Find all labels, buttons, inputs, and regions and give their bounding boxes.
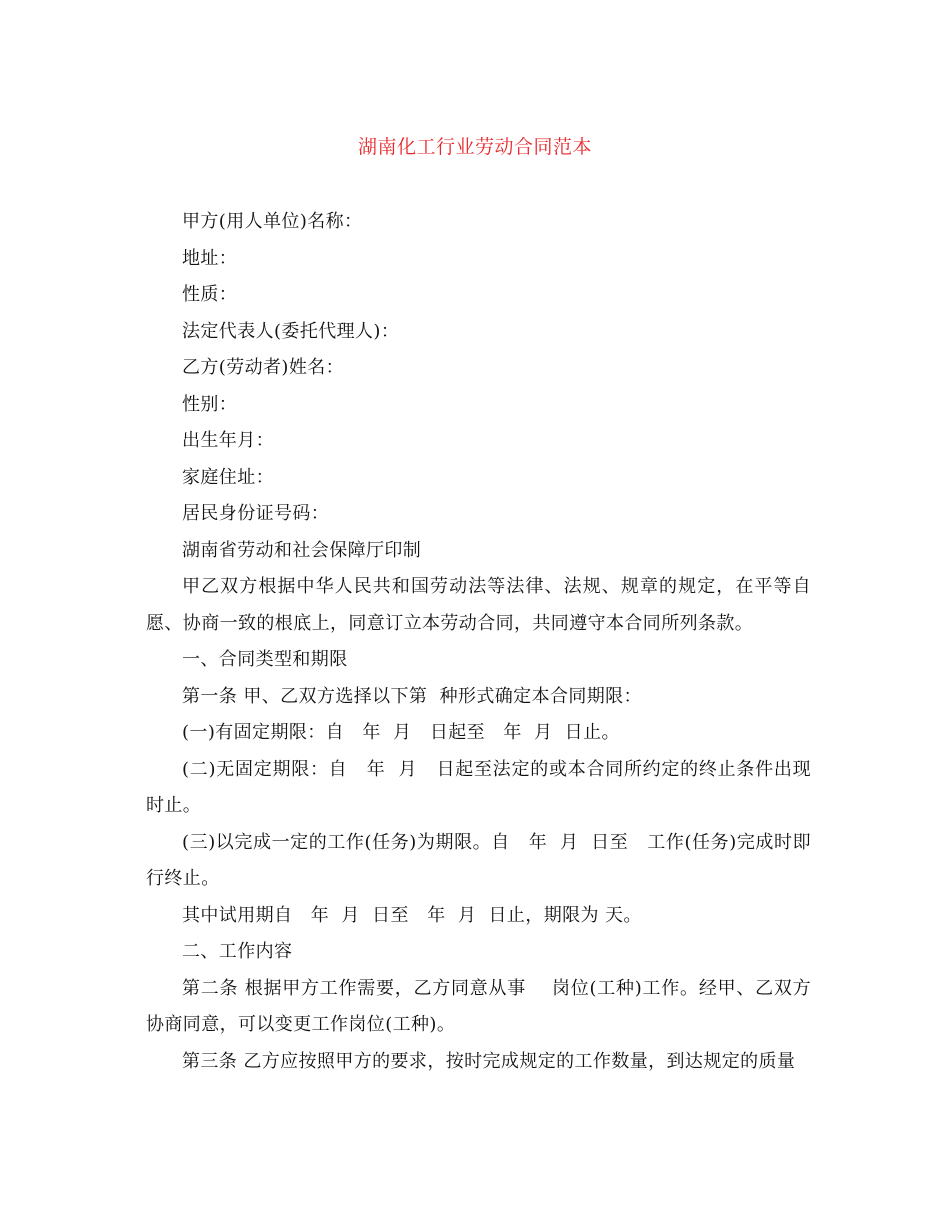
paragraph-employee-name: 乙方(劳动者)姓名： [182, 357, 345, 378]
paragraph-id-number: 居民身份证号码： [182, 503, 330, 524]
paragraph-legal-representative: 法定代表人(委托代理人)： [182, 320, 400, 342]
article-1-option-3: (三)以完成一定的工作(任务)为期限。自 年 月 日至 工作(任务)完成时即行终止。 [146, 831, 811, 889]
document-body [146, 204, 811, 1080]
paragraph-address: 地址： [182, 247, 238, 269]
article-1-option-1: (一)有固定期限：自 年 月 日起至 年 月 日止。 [182, 722, 620, 743]
paragraph-probation: 其中试用期自 年 月 日至 年 月 日止，期限为 天。 [182, 904, 642, 926]
paragraph-gender: 性别： [182, 393, 238, 415]
document-title: 湖南化工行业劳动合同范本 [357, 136, 592, 158]
section-heading-contract-type: 一、合同类型和期限 [182, 649, 348, 670]
paragraph-preamble: 甲乙双方根据中华人民共和国劳动法等法律、法规、规章的规定，在平等自愿、协商一致的根底上，同意订立本劳动合同，共同遵守本合同所列条款。 [146, 576, 811, 634]
article-3: 第三条 乙方应按照甲方的要求，按时完成规定的工作数量，到达规定的质量 [182, 1050, 796, 1072]
paragraph-printed-by: 湖南省劳动和社会保障厅印制 [182, 539, 422, 561]
article-2: 第二条 根据甲方工作需要，乙方同意从事 岗位(工种)工作。经甲、乙双方协商同意，可以变更工作岗位(工种)。 [146, 977, 811, 1035]
paragraph-home-address: 家庭住址： [182, 466, 274, 488]
paragraph-birth-date: 出生年月： [182, 430, 274, 451]
article-1-option-2: (二)无固定期限：自 年 月 日起至法定的或本合同所约定的终止条件出现时止。 [146, 758, 811, 816]
article-1: 第一条 甲、乙双方选择以下第 种形式确定本合同期限： [182, 685, 642, 707]
paragraph-employer-name: 甲方(用人单位)名称： [182, 211, 363, 232]
section-heading-work-content: 二、工作内容 [182, 941, 293, 962]
paragraph-nature: 性质： [182, 284, 238, 305]
